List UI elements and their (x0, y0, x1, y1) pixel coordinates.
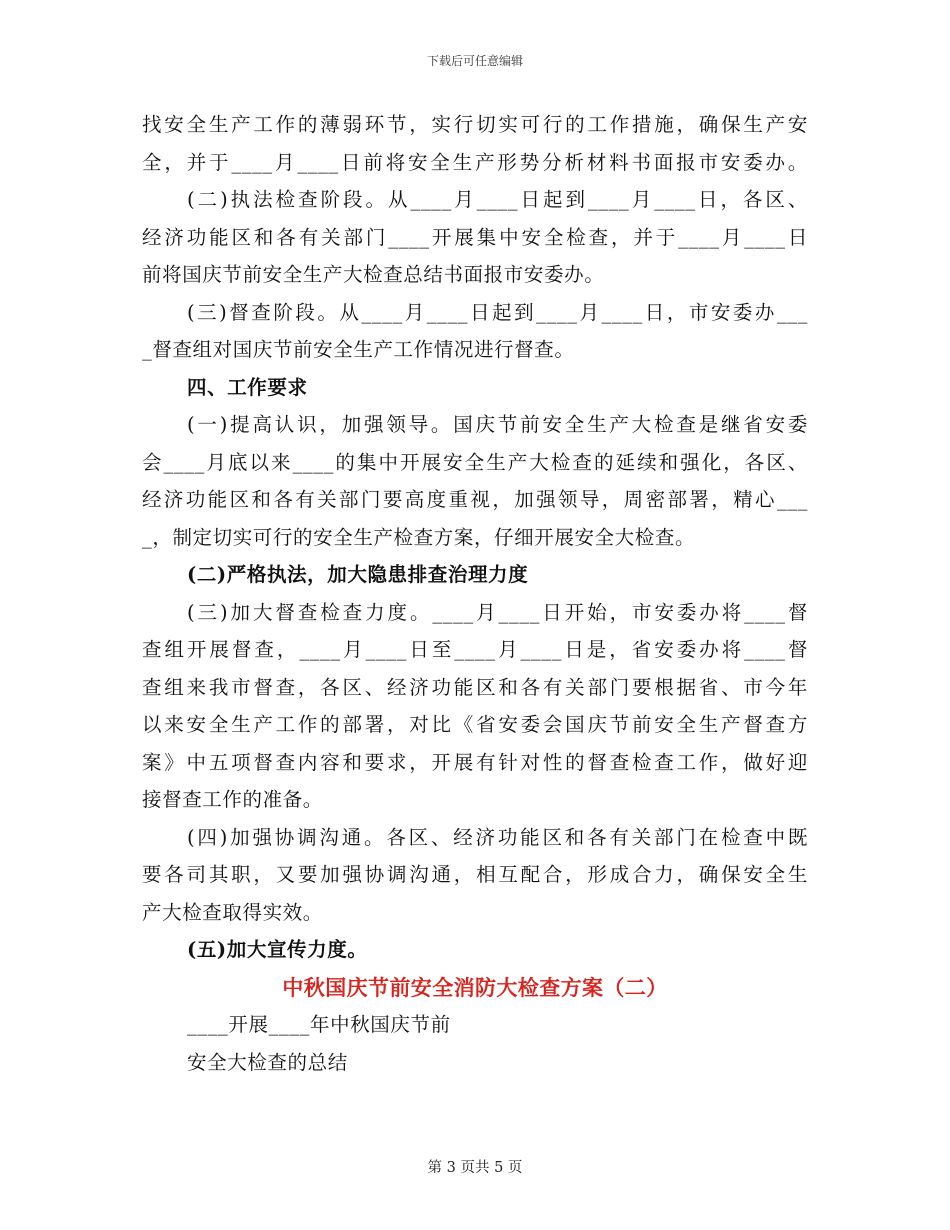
paragraph-line: _督查组对国庆节前安全生产工作情况进行督查。 (142, 338, 575, 361)
paragraph-line: ____开展____年中秋国庆节前 (187, 1013, 451, 1036)
paragraph-line: 接督查工作的准备。 (142, 788, 323, 811)
paragraph-line: 案》中五项督查内容和要求，开展有针对性的督查检查工作，做好迎 (142, 750, 808, 774)
paragraph-line: 要各司其职，又要加强协调沟通，相互配合，形成合力，确保安全生 (142, 863, 808, 886)
paragraph-line: (三)加大督查检查力度。____月____日开始，市安委办将____督 (187, 600, 808, 624)
paragraph-line: 找安全生产工作的薄弱环节，实行切实可行的工作措施，确保生产安 (142, 113, 808, 136)
paragraph-line: 全，并于____月____日前将安全生产形势分析材料书面报市安委办。 (142, 150, 808, 174)
subsection-heading: (五)加大宣传力度。 (187, 938, 368, 961)
paragraph-line: (四)加强协调沟通。各区、经济功能区和各有关部门在检查中既 (187, 825, 808, 849)
paragraph-line: (三)督查阶段。从____月____日起到____月____日，市安委办___ (187, 300, 808, 324)
paragraph-line: 经济功能区和各有关部门____开展集中安全检查，并于____月____日 (142, 225, 808, 249)
subsection-heading: (二)严格执法，加大隐患排查治理力度 (187, 563, 529, 586)
paragraph-line: 查组开展督查，____月____日至____月____日是，省安委办将____督 (142, 638, 808, 661)
paragraph-line: 经济功能区和各有关部门要高度重视，加强领导，周密部署，精心___ (142, 488, 808, 511)
paragraph-line: (一)提高认识，加强领导。国庆节前安全生产大检查是继省安委 (187, 413, 808, 436)
section-heading: 四、工作要求 (187, 375, 308, 399)
paragraph-line: 以来安全生产工作的部署，对比《省安委会国庆节前安全生产督查方 (142, 713, 808, 736)
paragraph-line: 会____月底以来____的集中开展安全生产大检查的延续和强化，各区、 (142, 450, 808, 474)
paragraph-line: 前将国庆节前安全生产大检查总结书面报市安委办。 (142, 263, 605, 286)
paragraph-line: 查组来我市督查，各区、经济功能区和各有关部门要根据省、市今年 (142, 675, 808, 699)
document-body (142, 106, 808, 1081)
paragraph-line: _，制定切实可行的安全生产检查方案，仔细开展安全大检查。 (142, 525, 696, 549)
page-number: 第 3 页共 5 页 (427, 1160, 523, 1176)
paragraph-line: (二)执法检查阶段。从____月____日起到____月____日，各区、 (187, 188, 808, 211)
paragraph-line: 产大检查取得实效。 (142, 900, 323, 924)
paragraph-line: 安全大检查的总结 (187, 1050, 348, 1074)
document-title: 中秋国庆节前安全消防大检查方案（二） (282, 974, 668, 1000)
page-header-note: 下载后可任意编辑 (426, 54, 523, 68)
